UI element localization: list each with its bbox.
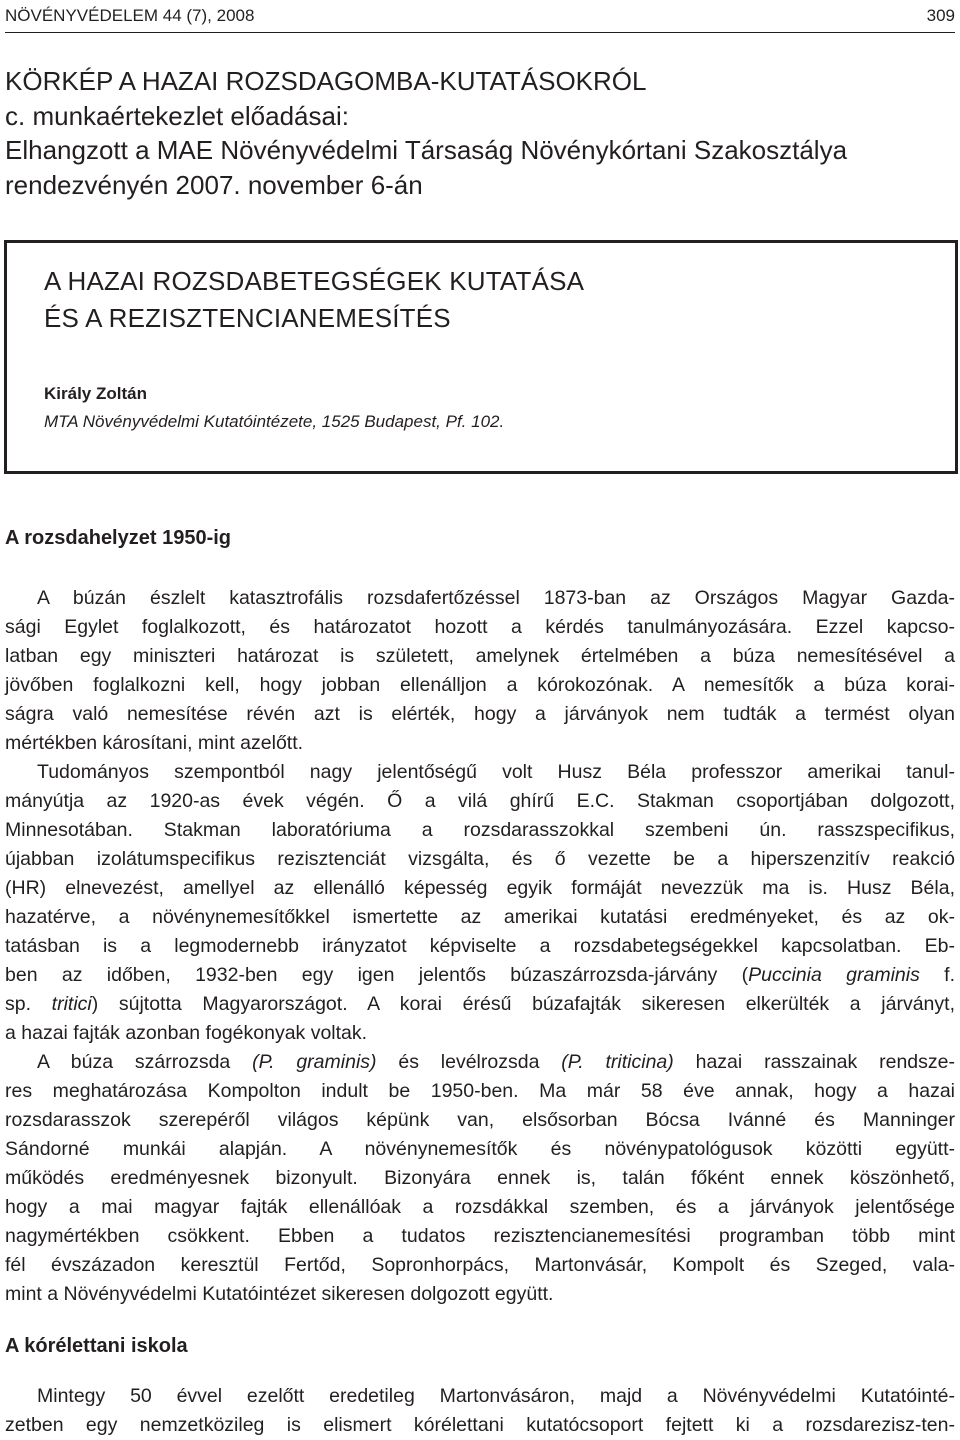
body-text-fragment: ) sújtotta Magyarországot. A korai érésű búzafajták sikeresen elkerülték a járványt, (91, 993, 955, 1015)
page-number: 309 (926, 6, 955, 25)
body-line: fél évszázadon keresztül Fertőd, Sopronhorpács, Martonvásár, Kompolt és Szeged, vala- (5, 1254, 955, 1276)
body-line (5, 990, 955, 1019)
body-line: Minnesotában. Stakman laboratóriuma a rozsdarasszokkal szembeni ún. rasszspecifikus, (5, 819, 955, 841)
journal-citation: NÖVÉNYVÉDELEM 44 (7), 2008 (5, 6, 255, 25)
species-name: tritici (51, 993, 92, 1015)
body-line (5, 961, 955, 990)
body-line: Mintegy 50 évvel ezelőtt eredetileg Martonvásáron, majd a Növényvédelmi Kutatóinté- (37, 1385, 955, 1407)
body-line: mértékben károsítani, mint azelőtt. (5, 732, 304, 754)
article-title (44, 263, 584, 337)
species-name: (P. graminis) (252, 1051, 377, 1073)
body-line: hazatérve, a növénynemesítőkkel ismertette az amerikai kutatási eredményeket, és az ok- (5, 906, 955, 928)
body-line: sági Egylet foglalkozott, és határozatot hozott a kérdés tanulmányozására. Ezzel kapcso- (5, 616, 955, 638)
species-name: (P. triticina) (561, 1051, 674, 1073)
body-line: zetben egy nemzetközileg is elismert kórélettani kutatócsoport fejtett ki a rozsdarezisz-ten- (5, 1414, 955, 1436)
series-title: KÖRKÉP A HAZAI ROZSDAGOMBA-KUTATÁSOKRÓL (5, 66, 647, 96)
body-text-fragment: ben az időben, 1932-ben egy igen jelentős búzaszárrozsda-járvány ( (5, 964, 749, 986)
body-text-fragment: és levélrozsda (376, 1051, 562, 1073)
body-line: latban egy miniszteri határozat is született, amelynek értelmében a búza nemesítésével a (5, 645, 955, 667)
body-line: nagymértékben csökkent. Ebben a tudatos rezisztencianemesítési programban több mint (5, 1225, 955, 1247)
section-body-rust-history (5, 584, 955, 1309)
body-line: jövőben foglalkozni kell, hogy jobban ellenálljon a kórokozónak. A nemesítők a búza korai- (5, 674, 955, 696)
body-line: rozsdarasszok szerepéről világos képünk van, elsősorban Bócsa Ivánné és Manninger (5, 1109, 955, 1131)
body-line: Sándorné munkái alapján. A növénynemesítők és növénypatológusok közötti együtt- (5, 1138, 955, 1160)
body-line: működés eredményesnek bizonyult. Bizonyára ennek is, talán főként ennek köszönhető, (5, 1167, 955, 1189)
series-event-line: Elhangzott a MAE Növényvédelmi Társaság Növénykórtani Szakosztálya (5, 135, 848, 165)
running-head (5, 2, 955, 33)
body-line: ságra való nemesítése révén azt is elérték, hogy a járványok nem tudták a termést olyan (5, 703, 955, 725)
body-line: (HR) elnevezést, amellyel az ellenálló képesség egyik formáját nevezzük ma is. Husz Béla, (5, 877, 955, 899)
author-affiliation: MTA Növényvédelmi Kutatóintézete, 1525 Budapest, Pf. 102. (44, 412, 505, 431)
body-line: res meghatározása Kompolton indult be 1950-ben. Ma már 58 éve annak, hogy a hazai (5, 1080, 955, 1102)
body-text-fragment: A búza szárrozsda (37, 1051, 253, 1073)
series-date-line: rendezvényén 2007. november 6-án (5, 169, 423, 200)
article-title-line-2: ÉS A REZISZTENCIANEMESÍTÉS (44, 303, 451, 333)
series-heading (5, 64, 955, 202)
body-line: A búzán észlelt katasztrofális rozsdafertőzéssel 1873-ban az Országos Magyar Gazda- (37, 587, 955, 609)
body-line: a hazai fajták azonban fogékonyak voltak. (5, 1022, 368, 1044)
species-name: Puccinia graminis (748, 964, 920, 986)
body-line: tatásban is a legmodernebb irányzatot képviselte a rozsdabetegségekkel kapcsolatban. Eb- (5, 935, 955, 957)
section-body-pathophysiology-school (5, 1382, 955, 1440)
body-line (5, 1048, 955, 1077)
body-line: mányútja az 1920-as évek végén. Ő a vilá ghírű E.C. Stakman csoportjában dolgozott, (5, 790, 955, 812)
body-line: mint a Növényvédelmi Kutatóintézet sikeresen dolgozott együtt. (5, 1283, 554, 1305)
article-title-line-1: A HAZAI ROZSDABETEGSÉGEK KUTATÁSA (44, 266, 585, 296)
section-heading-pathophysiology-school: A kórélettani iskola (5, 1335, 188, 1357)
author-name: Király Zoltán (44, 384, 147, 403)
article-title-box (4, 240, 958, 474)
body-line: újabban izolátumspecifikus rezisztenciát vizsgálta, és ő vezette be a hiperszenzitív reakció (5, 848, 955, 870)
series-subtitle: c. munkaértekezlet előadásai: (5, 100, 349, 131)
section-heading-rust-history: A rozsdahelyzet 1950-ig (5, 527, 232, 549)
body-text-fragment: f. (919, 964, 956, 986)
body-text-fragment: hazai rasszainak rendsze- (673, 1051, 955, 1073)
body-line: Tudományos szempontból nagy jelentőségű volt Husz Béla professzor amerikai tanul- (37, 761, 955, 783)
body-line: hogy a mai magyar fajták ellenállóak a rozsdákkal szemben, és a járványok jelentősége (5, 1196, 955, 1218)
body-text-fragment: sp. (5, 993, 52, 1015)
